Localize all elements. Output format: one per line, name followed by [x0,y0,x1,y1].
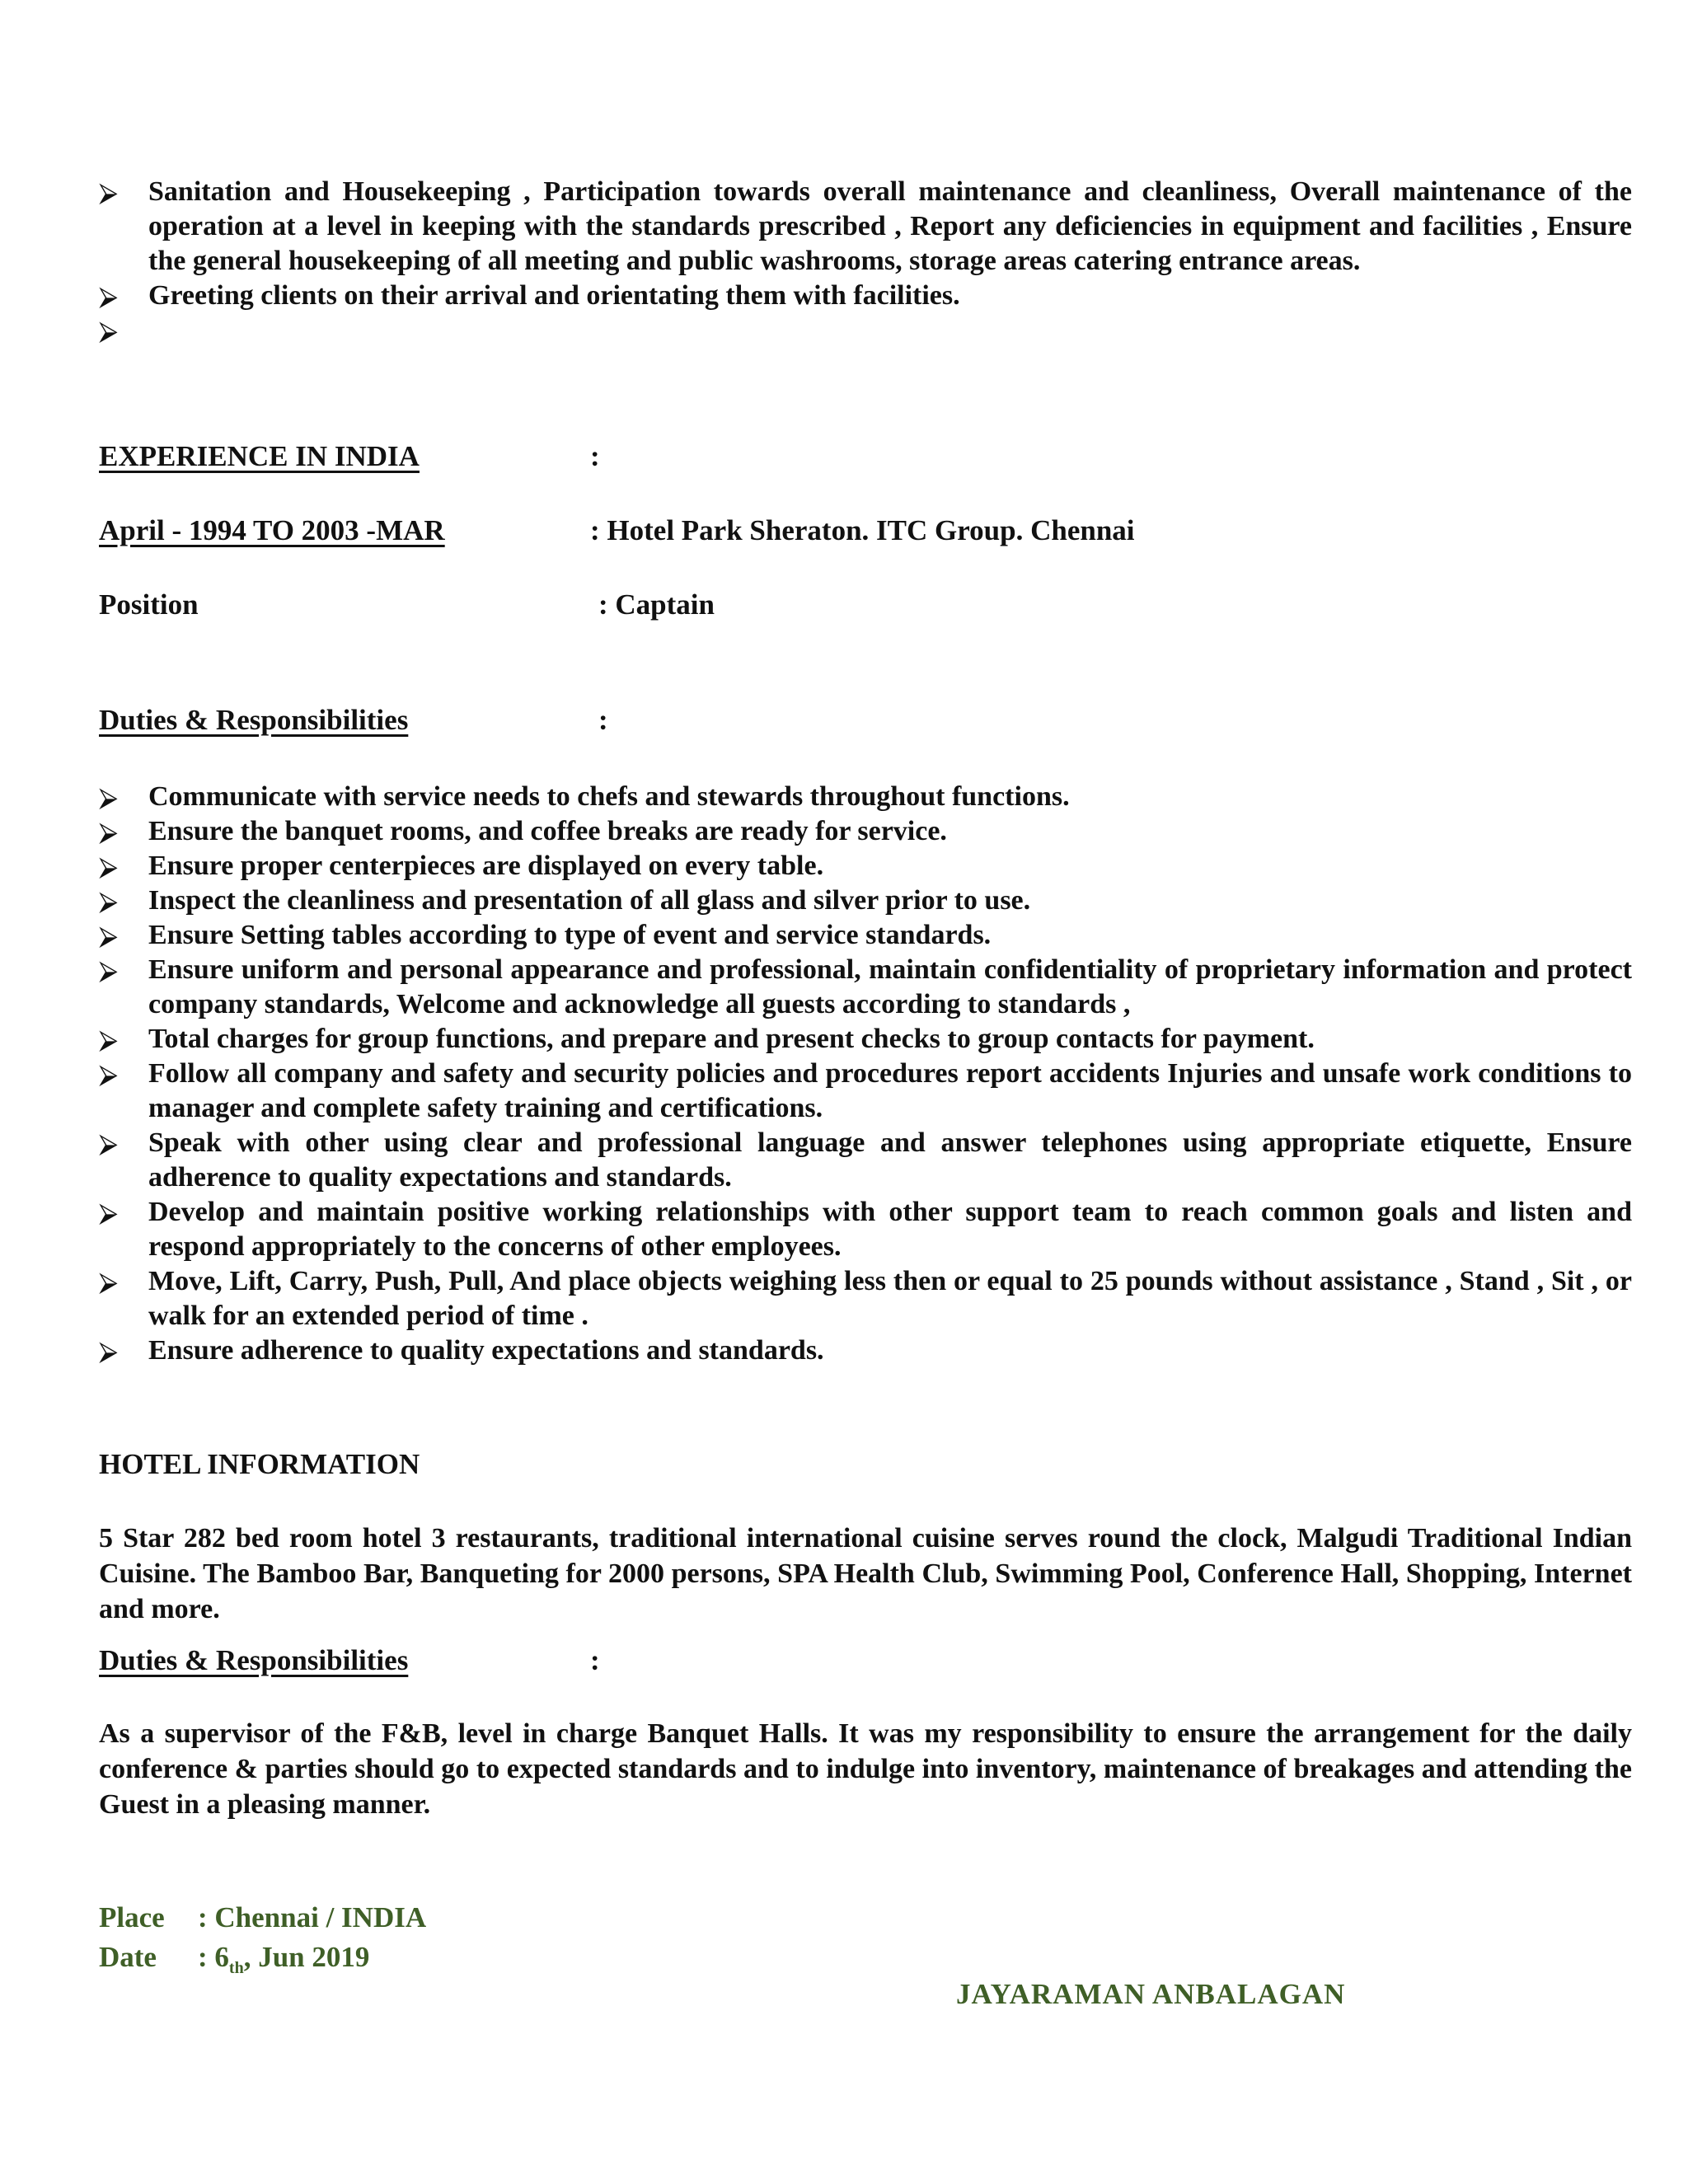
period-value: : Hotel Park Sheraton. ITC Group. Chennai [590,514,1135,546]
arrow-bullet-icon: ⮚ [99,280,118,312]
arrow-bullet-icon: ⮚ [99,781,118,813]
arrow-bullet-icon: ⮚ [99,885,118,916]
place-value: : Chennai / INDIA [198,1901,427,1933]
date-day: : 6 [198,1941,229,1973]
list-item-text: Follow all company and safety and security policies and procedures report accidents Injuries and unsafe work conditions to manager and complete safety training and certifications. [148,1058,1632,1123]
list-item [99,1057,1632,1126]
list-item [99,918,1632,953]
list-item [99,1333,1632,1368]
arrow-bullet-icon: ⮚ [99,954,118,986]
list-item-text: Inspect the cleanliness and presentation of all glass and silver prior to use. [148,885,1031,916]
list-item-text: Ensure proper centerpieces are displayed on every table. [148,851,824,881]
arrow-bullet-icon: ⮚ [99,1335,118,1366]
list-item-text: Sanitation and Housekeeping , Participation towards overall maintenance and cleanliness, Overall maintenance of the operation at a level in keeping with the standards prescribed , Report any deficiencies in equipment and facilities , Ensure the general housekeeping of all meeting and public washrooms, storage areas catering entrance areas. [148,176,1632,276]
list-item [99,1126,1632,1195]
list-item-text [148,313,1632,348]
duties-heading-2: Duties & Responsibilities [99,1644,409,1676]
date-label: Date [99,1941,157,1973]
date-rest: , Jun 2019 [243,1941,370,1973]
list-item-text: Speak with other using clear and professional language and answer telephones using appropriate etiquette, Ensure adherence to quality expectations and standards. [148,1127,1632,1193]
experience-heading: EXPERIENCE IN INDIA [99,440,420,472]
arrow-bullet-icon: ⮚ [99,920,118,951]
arrow-bullet-icon: ⮚ [99,851,118,882]
list-item [99,953,1632,1022]
list-item-text: Move, Lift, Carry, Push, Pull, And place objects weighing less then or equal to 25 pounds without assistance , Stand , Sit , or walk for an extended period of time . [148,1266,1632,1331]
list-item [99,1264,1632,1333]
position-value: : Captain [598,588,715,621]
arrow-bullet-icon: ⮚ [99,1197,118,1228]
duties-bullet-list [99,780,1632,1368]
list-item [99,1195,1632,1264]
list-item-text: Ensure Setting tables according to type of event and service standards. [148,920,992,950]
period-label: April - 1994 TO 2003 -MAR [99,514,445,546]
arrow-bullet-icon: ⮚ [99,1266,118,1297]
arrow-bullet-icon: ⮚ [99,1127,118,1159]
arrow-bullet-icon: ⮚ [99,1024,118,1055]
list-item [99,849,1632,883]
hotel-info-heading: HOTEL INFORMATION [99,1448,420,1480]
list-item-text: Total charges for group functions, and prepare and present checks to group contacts for payment. [148,1024,1315,1054]
arrow-bullet-icon: ⮚ [99,1058,118,1090]
list-item [99,814,1632,849]
date-value [198,1939,369,1986]
list-item [99,780,1632,814]
hotel-info-text: 5 Star 282 bed room hotel 3 restaurants, traditional international cuisine serves round the clock, Malgudi Traditional Indian Cuisine. The Bamboo Bar, Banqueting for 2000 persons, SPA Health Club, Swimming Pool, Conference Hall, Shopping, Internet and more. [99,1523,1632,1624]
duties-heading-colon: : [598,704,608,736]
list-item-text: Communicate with service needs to chefs and stewards throughout functions. [148,781,1070,812]
list-item [99,1022,1632,1057]
place-label: Place [99,1901,165,1933]
position-label: Position [99,588,199,621]
list-item-text: Ensure adherence to quality expectations and standards. [148,1335,824,1366]
list-item-text: Greeting clients on their arrival and orientating them with facilities. [148,280,960,311]
arrow-bullet-icon: ⮚ [99,176,118,208]
top-bullet-list [99,175,1632,348]
list-item-text: Develop and maintain positive working relationships with other support team to reach common goals and listen and respond appropriately to the concerns of other employees. [148,1197,1632,1262]
list-item [99,175,1632,279]
arrow-bullet-icon: ⮚ [99,816,118,847]
duties-heading: Duties & Responsibilities [99,704,409,736]
signature-name: JAYARAMAN ANBALAGAN [956,1978,1346,2010]
experience-heading-colon: : [590,440,600,472]
arrow-bullet-icon: ⮚ [99,315,118,346]
date-ordinal: th [228,1959,244,1977]
list-item-text: Ensure uniform and personal appearance and professional, maintain confidentiality of proprietary information and protect company standards, Welcome and acknowledge all guests according to standards , [148,954,1632,1019]
list-item [99,279,1632,313]
duties-2-text: As a supervisor of the F&B, level in charge Banquet Halls. It was my responsibility to ensure the arrangement for the daily conference & parties should go to expected standards and to indulge into inventory, maintenance of breakages and attending the Guest in a pleasing manner. [99,1718,1632,1820]
duties-heading-2-colon: : [590,1644,600,1676]
list-item-text: Ensure the banquet rooms, and coffee breaks are ready for service. [148,816,947,846]
list-item [99,313,1632,348]
list-item [99,883,1632,918]
